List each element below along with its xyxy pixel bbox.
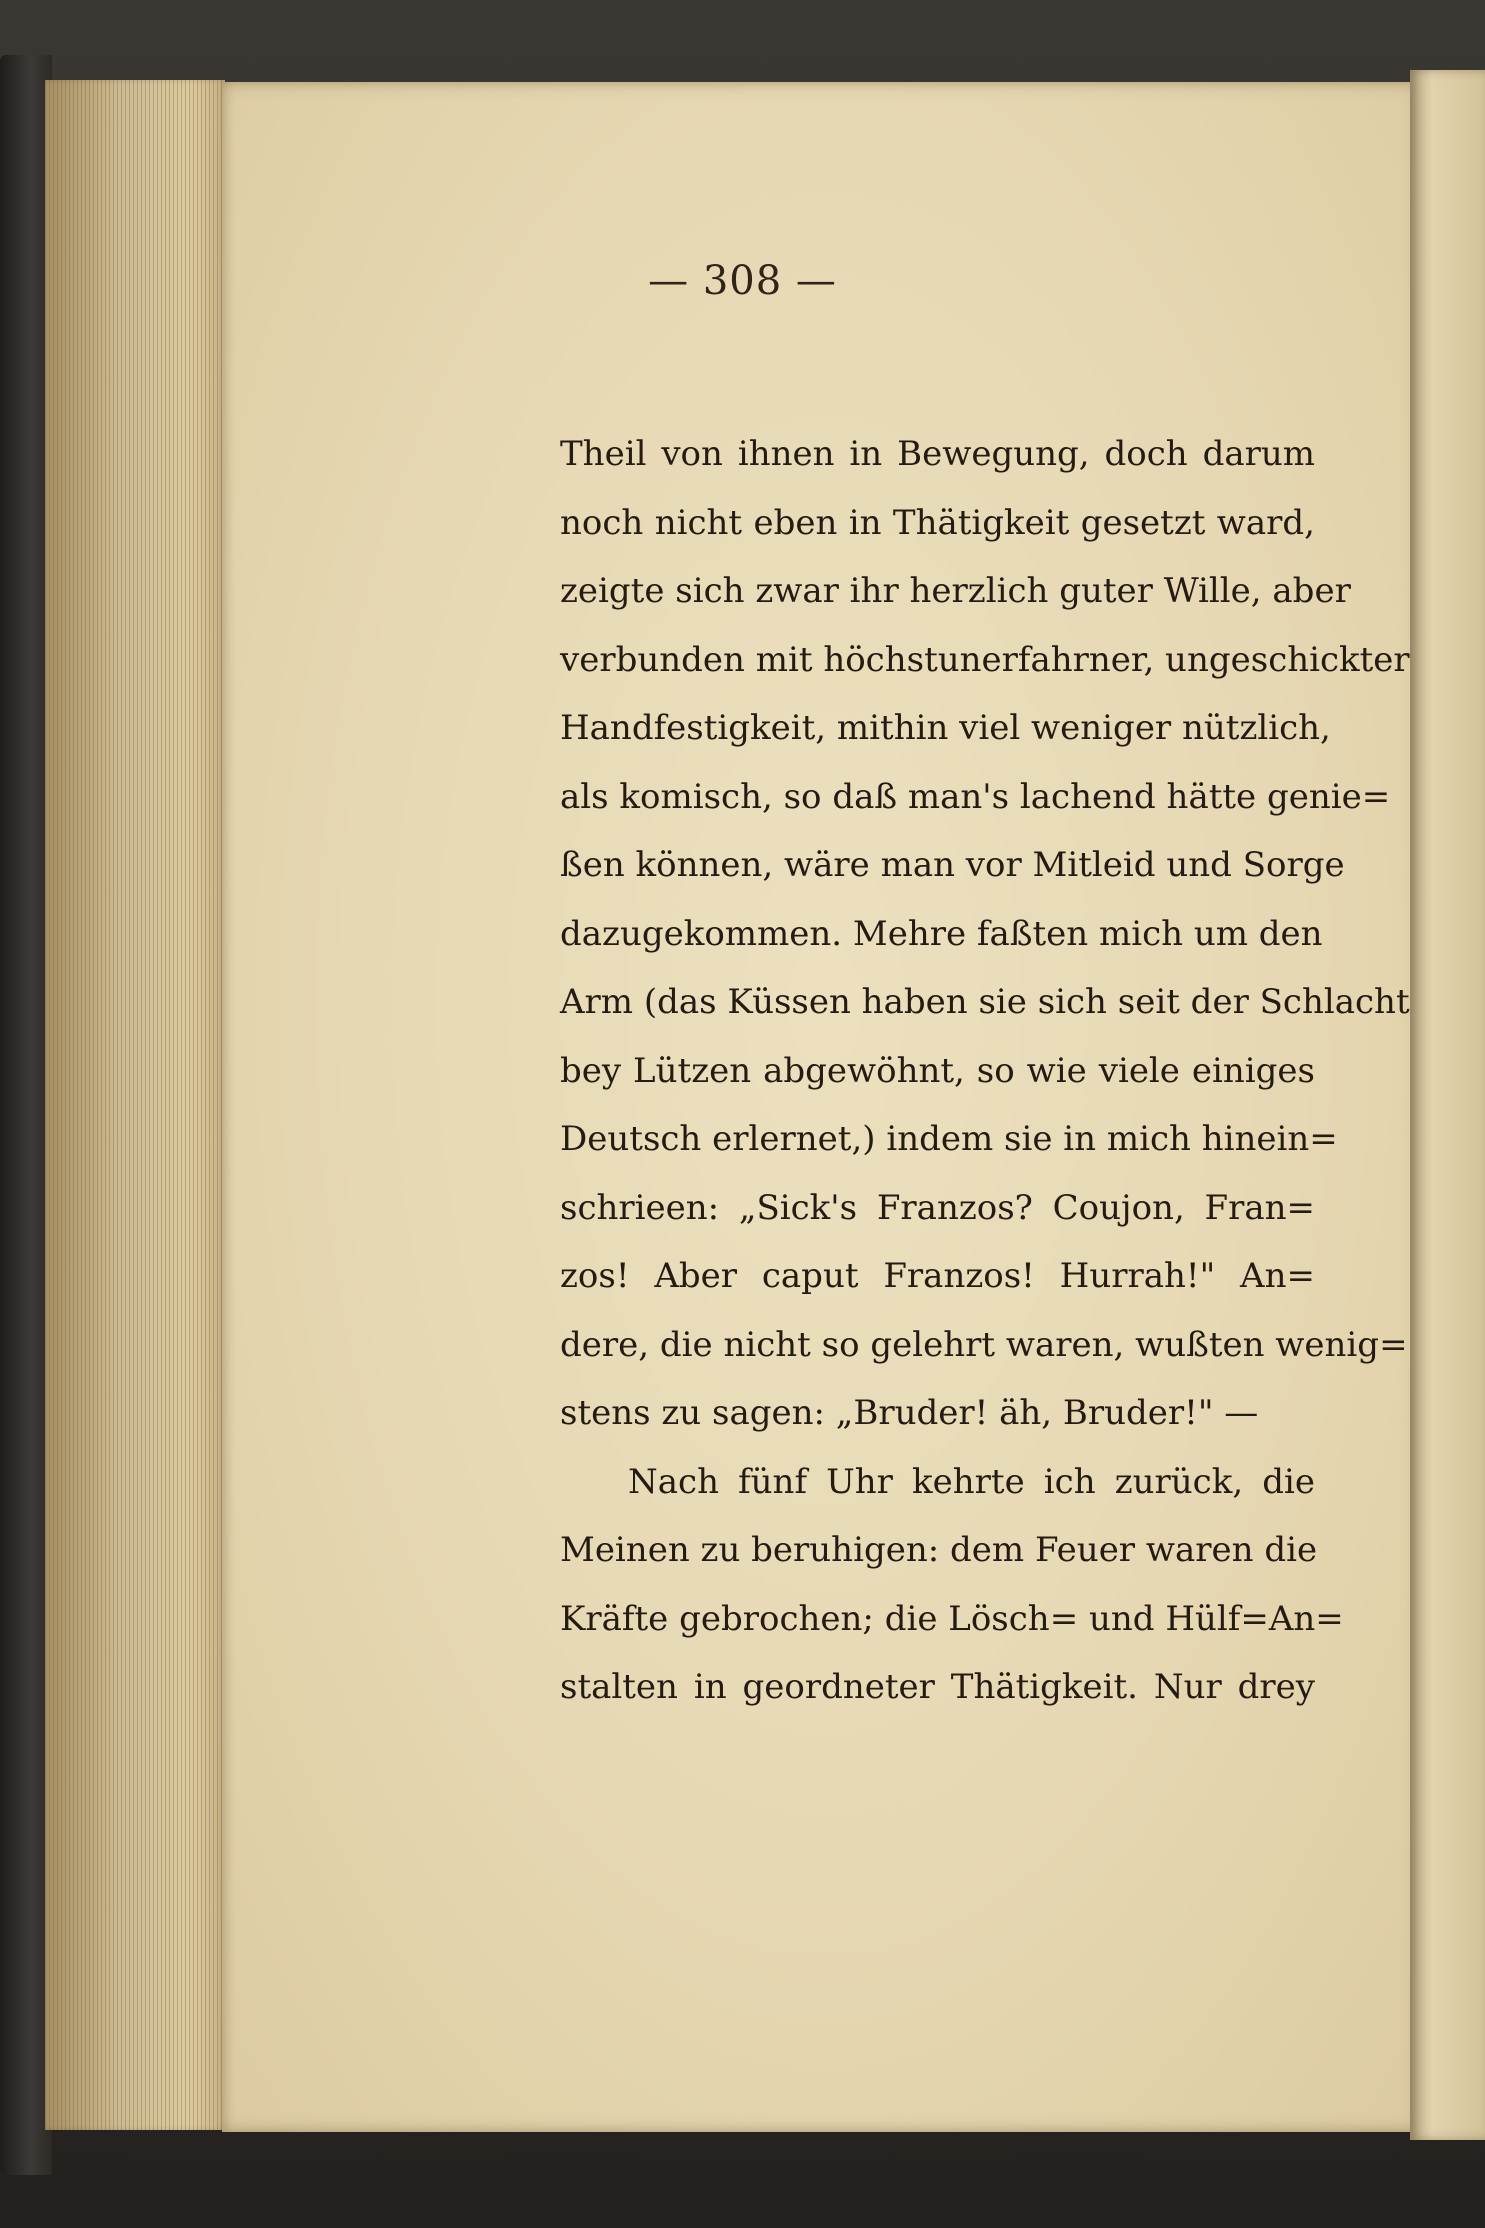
body-text (560, 420, 1410, 1722)
text-line: Arm (das Küssen haben sie sich seit der Schlacht (560, 982, 1410, 1022)
text-line: stens zu sagen: „Bruder! äh, Bruder!" — (560, 1393, 1259, 1433)
text-line: Handfestigkeit, mithin viel weniger nützlich, (560, 708, 1331, 748)
text-line: Theil von ihnen in Bewegung, doch darum (560, 434, 1315, 474)
paragraph-first-line: Nach fünf Uhr kehrte ich zurück, die (628, 1461, 1315, 1502)
text-line: zeigte sich zwar ihr herzlich guter Wille, aber (560, 571, 1351, 611)
text-line: schrieen: „Sick's Franzos? Coujon, Fran= (560, 1187, 1315, 1228)
text-line: dere, die nicht so gelehrt waren, wußten wenig= (560, 1324, 1408, 1365)
page-header (0, 258, 1485, 304)
text-line: verbunden mit höchstunerfahrner, ungeschickter (560, 639, 1410, 680)
text-line: Kräfte gebrochen; die Lösch= und Hülf=An= (560, 1598, 1344, 1639)
text-line: dazugekommen. Mehre faßten mich um den (560, 913, 1323, 954)
text-line: als komisch, so daß man's lachend hätte genie= (560, 776, 1391, 817)
text-line: stalten in geordneter Thätigkeit. Nur drey (560, 1667, 1315, 1707)
text-line: zos! Aber caput Franzos! Hurrah!" An= (560, 1256, 1315, 1296)
text-line: noch nicht eben in Thätigkeit gesetzt ward, (560, 502, 1315, 543)
text-line: Deutsch erlernet,) indem sie in mich hinein= (560, 1119, 1338, 1159)
page-number: — 308 — (648, 258, 837, 304)
text-line: ßen können, wäre man vor Mitleid und Sorge (560, 845, 1345, 885)
facing-page-gutter (1410, 70, 1485, 2140)
text-line: Meinen zu beruhigen: dem Feuer waren die (560, 1530, 1318, 1570)
page-stack-edges (45, 80, 225, 2130)
text-line: bey Lützen abgewöhnt, so wie viele einiges (560, 1050, 1315, 1091)
